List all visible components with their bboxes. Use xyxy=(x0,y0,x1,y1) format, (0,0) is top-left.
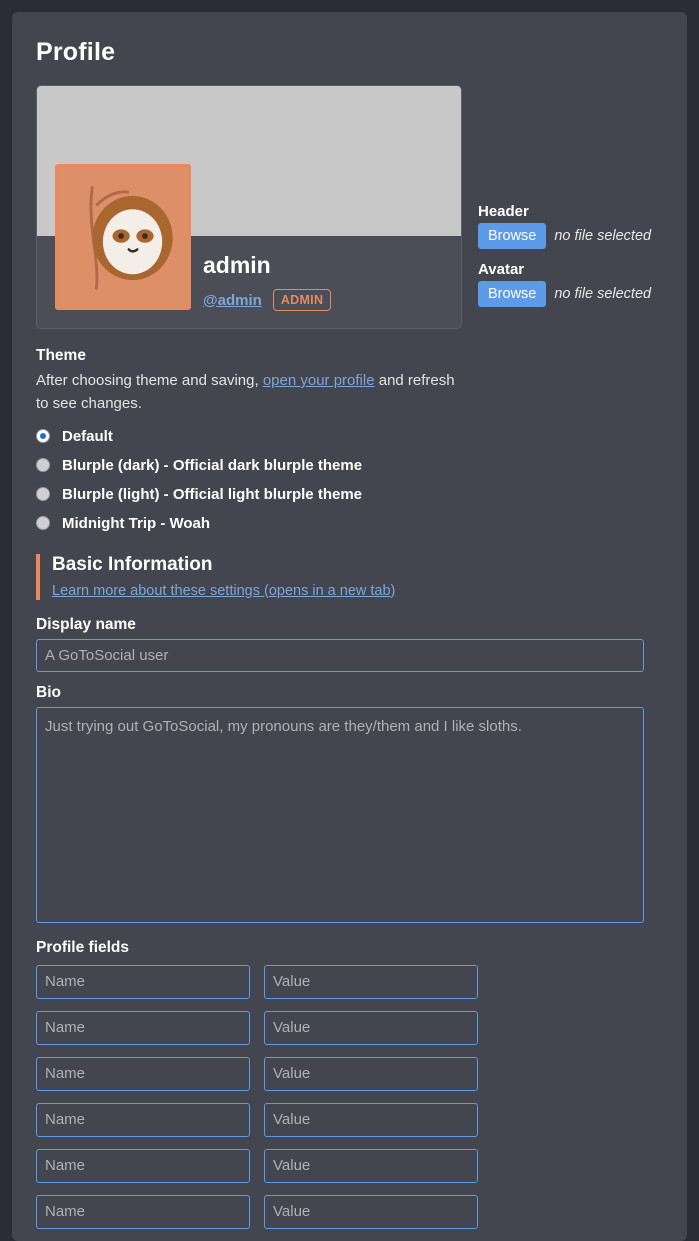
profile-field-row xyxy=(36,1195,663,1229)
profile-field-value-cell xyxy=(264,1149,478,1183)
theme-option-label: Midnight Trip - Woah xyxy=(62,514,211,532)
profile-field-name-input[interactable] xyxy=(36,1011,250,1045)
theme-option-label: Blurple (light) - Official light blurple theme xyxy=(62,485,362,503)
profile-field-value-input[interactable] xyxy=(264,965,478,999)
file-upload-group xyxy=(478,85,651,319)
profile-field-value-cell xyxy=(264,1103,478,1137)
profile-field-name-input[interactable] xyxy=(36,1195,250,1229)
profile-field-name-cell xyxy=(36,1057,250,1091)
avatar-file-status: no file selected xyxy=(554,286,652,302)
theme-option-blurple-light[interactable] xyxy=(36,486,663,503)
profile-field-value-cell xyxy=(264,1195,478,1229)
preview-display-name: admin xyxy=(203,252,271,278)
theme-section-label: Theme xyxy=(36,347,86,364)
bio-textarea[interactable] xyxy=(36,707,644,923)
bio-label: Bio xyxy=(36,683,61,701)
basic-information-section xyxy=(36,554,663,600)
profile-field-row xyxy=(36,1057,663,1091)
profile-field-value-input[interactable] xyxy=(264,1103,478,1137)
profile-field-name-input[interactable] xyxy=(36,1103,250,1137)
profile-field-value-input[interactable] xyxy=(264,1149,478,1183)
profile-field-name-cell xyxy=(36,1011,250,1045)
profile-field-value-cell xyxy=(264,965,478,999)
profile-field-value-input[interactable] xyxy=(264,1011,478,1045)
profile-preview-card xyxy=(36,85,462,329)
radio-icon[interactable] xyxy=(36,458,50,472)
profile-field-name-cell xyxy=(36,1103,250,1137)
profile-preview-row xyxy=(36,85,663,329)
radio-icon[interactable] xyxy=(36,429,50,443)
header-file-status: no file selected xyxy=(554,228,652,244)
profile-fields-label: Profile fields xyxy=(36,938,130,956)
display-name-label: Display name xyxy=(36,615,136,633)
header-upload-row xyxy=(478,223,651,249)
profile-field-name-input[interactable] xyxy=(36,1057,250,1091)
profile-field-row xyxy=(36,965,663,999)
status-badge: ADMIN xyxy=(273,289,331,311)
preview-handle-link[interactable]: @admin xyxy=(203,291,262,309)
profile-field-name-input[interactable] xyxy=(36,1149,250,1183)
theme-option-label: Blurple (dark) - Official dark blurple theme xyxy=(62,456,363,474)
profile-card-body xyxy=(37,236,461,328)
theme-description xyxy=(36,369,466,416)
radio-icon[interactable] xyxy=(36,516,50,530)
theme-option-label: Default xyxy=(62,427,113,445)
avatar-browse-button[interactable]: Browse xyxy=(478,281,546,307)
avatar-upload-label: Avatar xyxy=(478,261,525,278)
profile-settings-panel xyxy=(12,12,687,1241)
profile-field-row xyxy=(36,1149,663,1183)
profile-field-name-input[interactable] xyxy=(36,965,250,999)
basic-information-title: Basic Information xyxy=(52,553,213,575)
profile-field-row xyxy=(36,1103,663,1137)
header-browse-button[interactable]: Browse xyxy=(478,223,546,249)
profile-field-name-cell xyxy=(36,1149,250,1183)
theme-option-blurple-dark[interactable] xyxy=(36,457,663,474)
profile-field-name-cell xyxy=(36,1195,250,1229)
display-name-input[interactable] xyxy=(36,639,644,672)
page-title: Profile xyxy=(36,38,116,66)
avatar-upload-row xyxy=(478,281,651,307)
theme-option-midnight-trip[interactable] xyxy=(36,515,663,532)
theme-option-default[interactable] xyxy=(36,428,663,445)
profile-field-name-cell xyxy=(36,965,250,999)
profile-field-row xyxy=(36,1011,663,1045)
profile-field-value-input[interactable] xyxy=(264,1195,478,1229)
theme-description-after: and refresh to see changes. xyxy=(36,372,455,413)
profile-field-value-cell xyxy=(264,1011,478,1045)
profile-field-value-input[interactable] xyxy=(264,1057,478,1091)
avatar-image-preview xyxy=(55,164,191,310)
open-your-profile-link[interactable]: open your profile xyxy=(262,372,375,389)
sloth-icon xyxy=(58,167,188,307)
theme-description-before: After choosing theme and saving, xyxy=(36,372,263,389)
profile-field-value-cell xyxy=(264,1057,478,1091)
header-upload-label: Header xyxy=(478,203,529,220)
radio-icon[interactable] xyxy=(36,487,50,501)
learn-more-link[interactable]: Learn more about these settings (opens in a new tab) xyxy=(52,582,396,599)
preview-handle-row xyxy=(203,289,461,311)
